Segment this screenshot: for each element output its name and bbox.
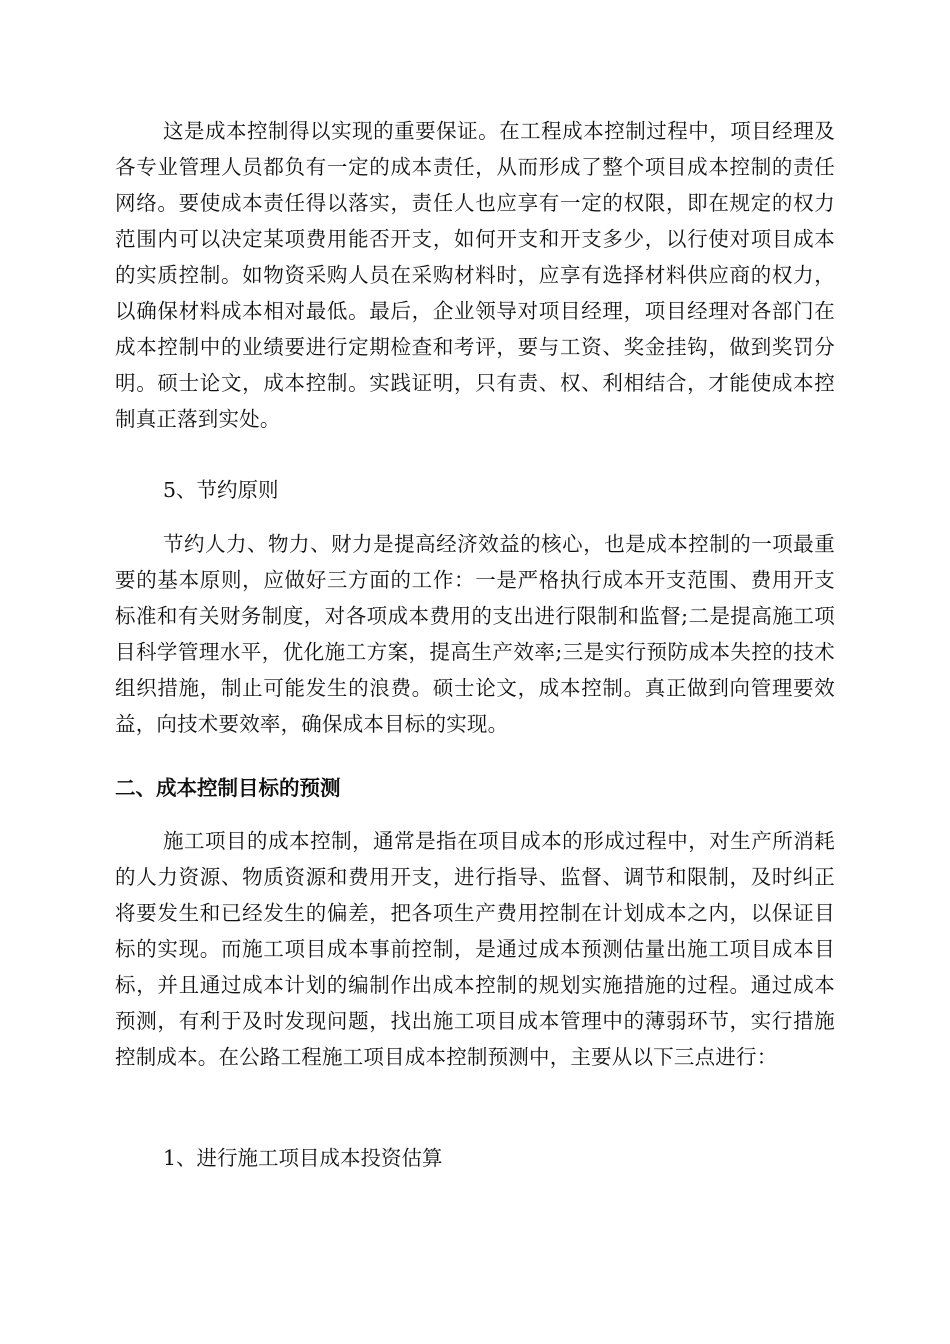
- paragraph-responsibility: 这是成本控制得以实现的重要保证。在工程成本控制过程中，项目经理及各专业管理人员都负有一定的成本责任，从而形成了整个项目成本控制的责任网络。要使成本责任得以落实，责任人也应享有一定的权限，即在规定的权力范围内可以决定某项费用能否开支，如何开支和开支多少，以行使对项目成本的实质控制。如物资采购人员在采购材料时，应享有选择材料供应商的权力，以确保材料成本相对最低。最后，企业领导对项目经理，项目经理对各部门在成本控制中的业绩要进行定期检查和考评，要与工资、奖金挂钩，做到奖罚分明。硕士论文，成本控制。实践证明，只有责、权、利相结合，才能使成本控制真正落到实处。: [115, 119, 835, 431]
- paragraph-cost-forecast: 施工项目的成本控制，通常是指在项目成本的形成过程中，对生产所消耗的人力资源、物质资源和费用开支，进行指导、监督、调节和限制，及时纠正将要发生和已经发生的偏差，把各项生产费用控制在计划成本之内，以保证目标的实现。而施工项目成本事前控制，是通过成本预测估量出施工项目成本目标，并且通过成本计划的编制作出成本控制的规划实施措施的过程。通过成本预测，有利于及时发现问题，找出施工项目成本管理中的薄弱环节，实行措施控制成本。在公路工程施工项目成本控制预测中，主要从以下三点进行：: [115, 829, 835, 1069]
- paragraph-saving-principle: 节约人力、物力、财力是提高经济效益的核心，也是成本控制的一项最重要的基本原则，应做好三方面的工作：一是严格执行成本开支范围、费用开支标准和有关财务制度，对各项成本费用的支出进行限制和监督;二是提高施工项目科学管理水平，优化施工方案，提高生产效率;三是实行预防成本失控的技术组织措施，制止可能发生的浪费。硕士论文，成本控制。真正做到向管理要效益，向技术要效率，确保成本目标的实现。: [115, 532, 835, 736]
- item-heading-saving-principle: 5、节约原则: [163, 478, 279, 502]
- section-heading-cost-forecast: 二、成本控制目标的预测: [115, 776, 341, 800]
- item-heading-investment-estimate: 1、进行施工项目成本投资估算: [163, 1146, 443, 1170]
